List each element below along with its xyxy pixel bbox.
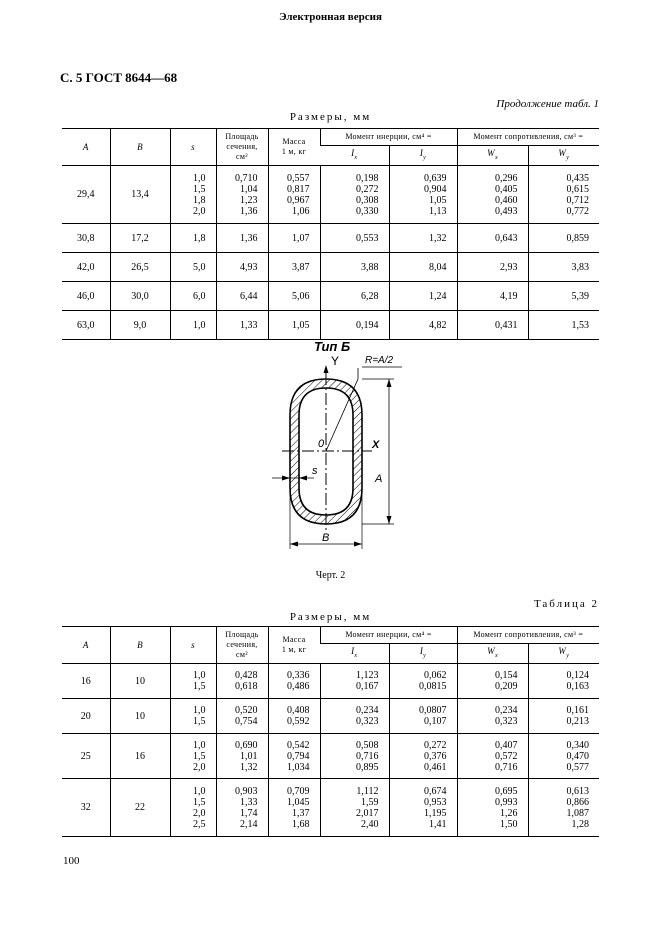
profile-table-2 bbox=[62, 626, 599, 837]
cell-b: 26,5 bbox=[110, 253, 170, 282]
col-header-wy: $W_y$ bbox=[528, 146, 599, 166]
cell-wx: 0,154 0,209 bbox=[457, 664, 528, 699]
x-axis-label: X bbox=[372, 439, 380, 451]
radius-label: R=A/2 bbox=[365, 355, 394, 366]
origin-label: 0 bbox=[318, 438, 325, 450]
cell-mass: 1,05 bbox=[268, 311, 320, 340]
cell-s: 1,0 1,5 2,0 bbox=[170, 734, 216, 779]
col-header-wx: $W_x$ bbox=[457, 644, 528, 664]
cell-b: 10 bbox=[110, 699, 170, 734]
cell-area: 6,44 bbox=[216, 282, 268, 311]
cell-s: 6,0 bbox=[170, 282, 216, 311]
cell-area: 0,710 1,04 1,23 1,36 bbox=[216, 166, 268, 224]
cell-wx: 2,93 bbox=[457, 253, 528, 282]
cell-mass: 0,408 0,592 bbox=[268, 699, 320, 734]
cell-wx: 0,643 bbox=[457, 224, 528, 253]
col-header-inertia: Момент инерции, см⁴ = bbox=[320, 627, 457, 644]
cell-s: 1,0 bbox=[170, 311, 216, 340]
cell-iy: 0,062 0,0815 bbox=[389, 664, 457, 699]
cell-a: 25 bbox=[62, 734, 110, 779]
table-continuation-note: Продолжение табл. 1 bbox=[496, 98, 599, 110]
cell-b: 22 bbox=[110, 779, 170, 837]
col-header-ix: $I_x$ bbox=[320, 644, 389, 664]
cell-wy: 5,39 bbox=[528, 282, 599, 311]
cell-mass: 0,557 0,817 0,967 1,06 bbox=[268, 166, 320, 224]
cell-ix: 0,553 bbox=[320, 224, 389, 253]
cell-mass: 0,542 0,794 1,034 bbox=[268, 734, 320, 779]
cell-a: 20 bbox=[62, 699, 110, 734]
col-header-mass: Масса 1 м, кг bbox=[268, 627, 320, 664]
document-id: С. 5 ГОСТ 8644—68 bbox=[60, 70, 178, 85]
b-label: B bbox=[322, 532, 330, 544]
cell-ix: 0,198 0,272 0,308 0,330 bbox=[320, 166, 389, 224]
page-number: 100 bbox=[63, 855, 80, 867]
table-2-label: Таблица 2 bbox=[533, 598, 599, 610]
table-row bbox=[62, 779, 599, 837]
cell-b: 9,0 bbox=[110, 311, 170, 340]
table-row bbox=[62, 224, 599, 253]
cell-iy: 1,32 bbox=[389, 224, 457, 253]
col-header-a: A bbox=[62, 129, 110, 166]
cell-iy: 0,272 0,376 0,461 bbox=[389, 734, 457, 779]
cell-wx: 0,695 0,993 1,26 1,50 bbox=[457, 779, 528, 837]
cell-iy: 0,674 0,953 1,195 1,41 bbox=[389, 779, 457, 837]
cell-wx: 0,431 bbox=[457, 311, 528, 340]
sizes-caption: Размеры, мм bbox=[289, 611, 372, 623]
col-header-iy: $I_y$ bbox=[389, 644, 457, 664]
cell-b: 13,4 bbox=[110, 166, 170, 224]
page-header: Электронная версия bbox=[279, 11, 382, 23]
cell-a: 46,0 bbox=[62, 282, 110, 311]
col-header-ix: $I_x$ bbox=[320, 146, 389, 166]
cell-s: 1,0 1,5 bbox=[170, 664, 216, 699]
table-header bbox=[62, 129, 599, 166]
col-header-a: A bbox=[62, 627, 110, 664]
col-header-inertia: Момент инерции, см⁴ = bbox=[320, 129, 457, 146]
cell-mass: 1,07 bbox=[268, 224, 320, 253]
cell-area: 1,33 bbox=[216, 311, 268, 340]
col-header-wx: $W_x$ bbox=[457, 146, 528, 166]
cell-wx: 4,19 bbox=[457, 282, 528, 311]
cell-s: 1,0 1,5 2,0 2,5 bbox=[170, 779, 216, 837]
table-row bbox=[62, 166, 599, 224]
table-row bbox=[62, 699, 599, 734]
col-header-s: s bbox=[170, 627, 216, 664]
cell-wy: 0,161 0,213 bbox=[528, 699, 599, 734]
table-body bbox=[62, 664, 599, 837]
s-label: s bbox=[312, 465, 318, 477]
cell-wx: 0,296 0,405 0,460 0,493 bbox=[457, 166, 528, 224]
cell-mass: 3,87 bbox=[268, 253, 320, 282]
cell-mass: 5,06 bbox=[268, 282, 320, 311]
cell-ix: 0,508 0,716 0,895 bbox=[320, 734, 389, 779]
col-header-wy: $W_y$ bbox=[528, 644, 599, 664]
cell-s: 1,0 1,5 bbox=[170, 699, 216, 734]
profile-table-1 bbox=[62, 128, 599, 340]
cell-iy: 1,24 bbox=[389, 282, 457, 311]
col-header-iy: $I_y$ bbox=[389, 146, 457, 166]
cell-area: 0,690 1,01 1,32 bbox=[216, 734, 268, 779]
cell-ix: 1,123 0,167 bbox=[320, 664, 389, 699]
cell-ix: 6,28 bbox=[320, 282, 389, 311]
col-header-area: Площадь сечения, см² bbox=[216, 129, 268, 166]
cell-iy: 8,04 bbox=[389, 253, 457, 282]
cell-iy: 4,82 bbox=[389, 311, 457, 340]
cell-ix: 0,194 bbox=[320, 311, 389, 340]
cell-iy: 0,639 0,904 1,05 1,13 bbox=[389, 166, 457, 224]
cell-a: 30,8 bbox=[62, 224, 110, 253]
cell-ix: 1,112 1,59 2,017 2,40 bbox=[320, 779, 389, 837]
profile-drawing bbox=[268, 335, 408, 567]
cell-ix: 3,88 bbox=[320, 253, 389, 282]
col-header-s: s bbox=[170, 129, 216, 166]
table-row bbox=[62, 282, 599, 311]
cell-area: 0,903 1,33 1,74 2,14 bbox=[216, 779, 268, 837]
col-header-resistance: Момент сопротивления, см³ = bbox=[457, 627, 599, 644]
col-header-mass: Масса 1 м, кг bbox=[268, 129, 320, 166]
table-header bbox=[62, 627, 599, 664]
cell-a: 29,4 bbox=[62, 166, 110, 224]
col-header-resistance: Момент сопротивления, см³ = bbox=[457, 129, 599, 146]
cell-wy: 0,613 0,866 1,087 1,28 bbox=[528, 779, 599, 837]
sizes-caption: Размеры, мм bbox=[289, 111, 372, 123]
table-body bbox=[62, 166, 599, 340]
cell-s: 1,8 bbox=[170, 224, 216, 253]
cell-iy: 0,0807 0,107 bbox=[389, 699, 457, 734]
cell-area: 1,36 bbox=[216, 224, 268, 253]
cell-wy: 0,859 bbox=[528, 224, 599, 253]
cell-a: 32 bbox=[62, 779, 110, 837]
cell-area: 0,428 0,618 bbox=[216, 664, 268, 699]
table-row bbox=[62, 734, 599, 779]
col-header-b: B bbox=[110, 129, 170, 166]
type-label: Тип Б bbox=[314, 339, 351, 354]
cell-a: 63,0 bbox=[62, 311, 110, 340]
table-row bbox=[62, 253, 599, 282]
cell-wy: 0,435 0,615 0,712 0,772 bbox=[528, 166, 599, 224]
cell-s: 5,0 bbox=[170, 253, 216, 282]
cell-a: 16 bbox=[62, 664, 110, 699]
cell-wx: 0,234 0,323 bbox=[457, 699, 528, 734]
y-axis-label: Y bbox=[331, 354, 340, 368]
cell-b: 10 bbox=[110, 664, 170, 699]
cell-ix: 0,234 0,323 bbox=[320, 699, 389, 734]
cell-area: 0,520 0,754 bbox=[216, 699, 268, 734]
cell-wy: 3,83 bbox=[528, 253, 599, 282]
cell-wx: 0,407 0,572 0,716 bbox=[457, 734, 528, 779]
col-header-area: Площадь сечения, см² bbox=[216, 627, 268, 664]
col-header-b: B bbox=[110, 627, 170, 664]
cell-wy: 1,53 bbox=[528, 311, 599, 340]
cell-area: 4,93 bbox=[216, 253, 268, 282]
cell-b: 30,0 bbox=[110, 282, 170, 311]
a-label: A bbox=[375, 473, 383, 485]
cell-a: 42,0 bbox=[62, 253, 110, 282]
cell-s: 1,0 1,5 1,8 2,0 bbox=[170, 166, 216, 224]
cell-wy: 0,124 0,163 bbox=[528, 664, 599, 699]
cell-b: 16 bbox=[110, 734, 170, 779]
cell-mass: 0,709 1,045 1,37 1,68 bbox=[268, 779, 320, 837]
cell-b: 17,2 bbox=[110, 224, 170, 253]
cell-wy: 0,340 0,470 0,577 bbox=[528, 734, 599, 779]
cell-mass: 0,336 0,486 bbox=[268, 664, 320, 699]
drawing-caption: Черт. 2 bbox=[315, 570, 346, 581]
table-row bbox=[62, 664, 599, 699]
